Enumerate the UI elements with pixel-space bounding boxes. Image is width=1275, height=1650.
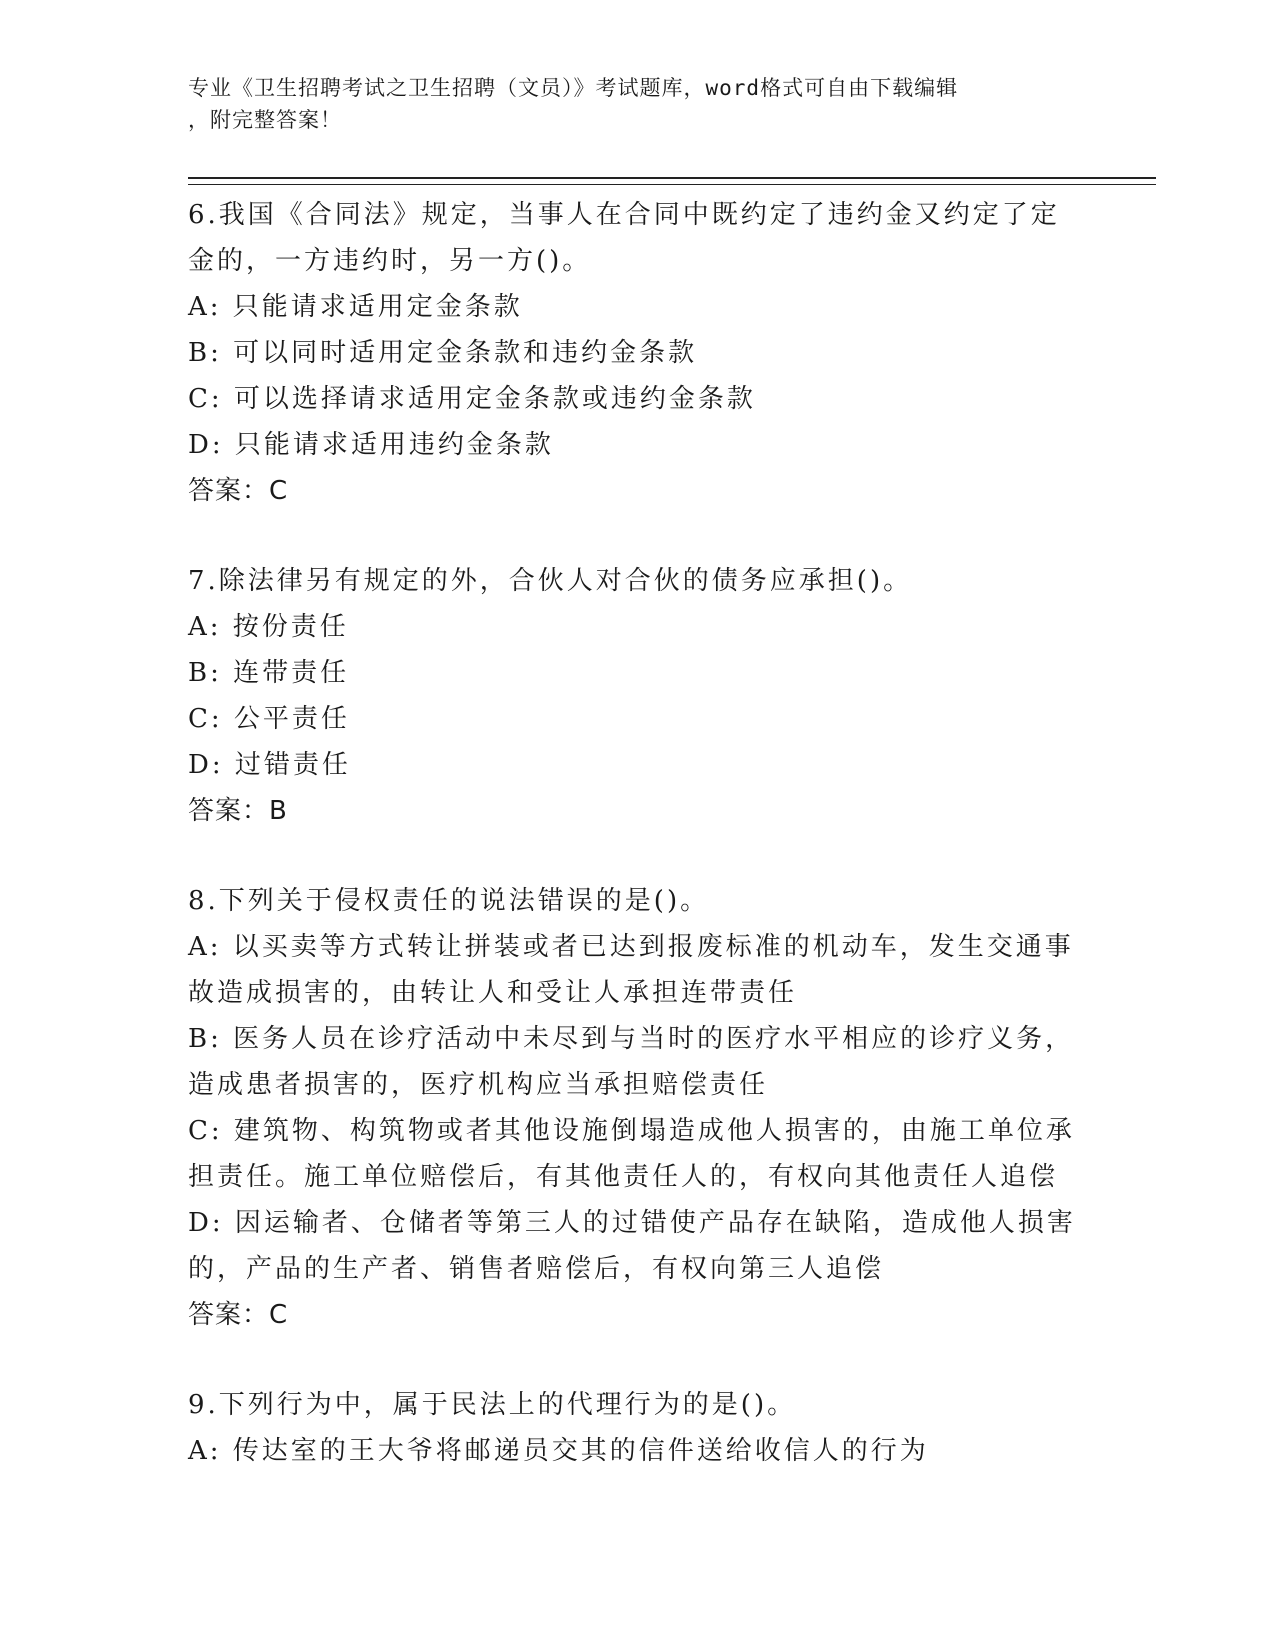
option-a: A: 传达室的王大爷将邮递员交其的信件送给收信人的行为 [188,1436,929,1466]
option-d: D: 过错责任 [188,750,351,780]
option-d: D: 只能请求适用违约金条款 [188,430,554,460]
header-divider-thick [188,177,1156,179]
question-stem: 8.下列关于侵权责任的说法错误的是()。 [188,886,710,916]
option-b: B: 医务人员在诊疗活动中未尽到与当时的医疗水平相应的诊疗义务， [188,1024,1075,1054]
question-stem: 9.下列行为中，属于民法上的代理行为的是()。 [188,1390,797,1420]
option-c: C: 可以选择请求适用定金条款或违约金条款 [188,384,756,414]
question-9 [188,1382,1088,1474]
answer-line: 答案：C [188,1300,289,1330]
option-d-cont: 的，产品的生产者、销售者赔偿后，有权向第三人追偿 [188,1254,885,1284]
header-line-2: ，附完整答案！ [188,108,342,132]
option-c: C: 建筑物、构筑物或者其他设施倒塌造成他人损害的，由施工单位承 [188,1116,1075,1146]
question-7 [188,558,1088,834]
header-line-1: 专业《卫生招聘考试之卫生招聘（文员）》考试题库，word格式可自由下载编辑 [188,76,959,100]
question-stem: 7.除法律另有规定的外，合伙人对合伙的债务应承担()。 [188,566,913,596]
question-8 [188,878,1088,1338]
question-stem: 6.我国《合同法》规定，当事人在合同中既约定了违约金又约定了定 [188,200,1060,230]
question-6 [188,192,1088,514]
option-b-cont: 造成患者损害的，医疗机构应当承担赔偿责任 [188,1070,769,1100]
option-a: A: 只能请求适用定金条款 [188,292,523,322]
question-list [188,192,1088,1518]
option-c: C: 公平责任 [188,704,350,734]
option-c-cont: 担责任。施工单位赔偿后，有其他责任人的，有权向其他责任人追偿 [188,1162,1059,1192]
header-divider-thin [188,184,1156,185]
option-a: A: 按份责任 [188,612,349,642]
option-b: B: 可以同时适用定金条款和违约金条款 [188,338,698,368]
question-stem: 金的，一方违约时，另一方()。 [188,246,592,276]
answer-line: 答案：B [188,796,288,826]
option-b: B: 连带责任 [188,658,350,688]
answer-line: 答案：C [188,476,289,506]
option-a: A: 以买卖等方式转让拼装或者已达到报废标准的机动车，发生交通事 [188,932,1074,962]
option-a-cont: 故造成损害的，由转让人和受让人承担连带责任 [188,978,798,1008]
option-d: D: 因运输者、仓储者等第三人的过错使产品存在缺陷，造成他人损害 [188,1208,1076,1238]
document-header [188,72,1068,136]
